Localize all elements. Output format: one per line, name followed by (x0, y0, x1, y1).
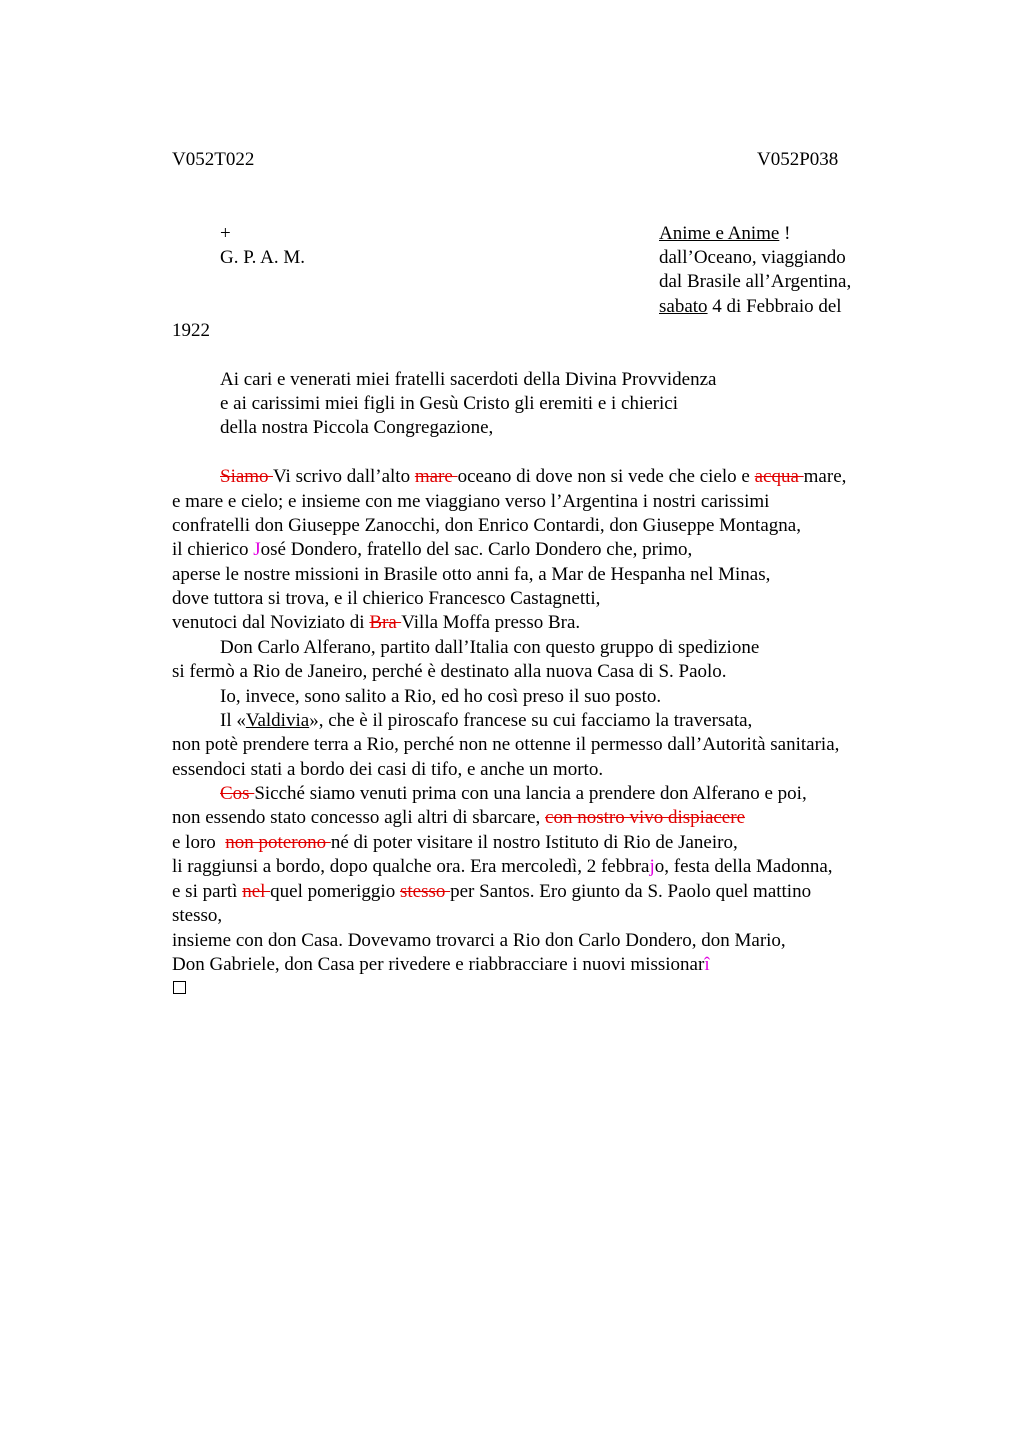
address-line: della nostra Piccola Congregazione, (220, 417, 494, 438)
deleted-text: mare (414, 466, 458, 487)
cross-mark: + (220, 223, 231, 244)
body-line: Cos Sicché siamo venuti prima con una lancia a prendere don Alferano e poi, (220, 783, 807, 804)
date-rest: 4 di Febbraio del (707, 296, 842, 317)
initials-gpam: G. P. A. M. (220, 247, 305, 268)
body-line: essendoci stati a bordo dei casi di tifo, e anche un morto. (172, 759, 604, 780)
inserted-letter: î (704, 954, 710, 975)
document-code-left: V052T022 (172, 149, 255, 170)
letter-title-text: Anime e Anime (659, 223, 780, 244)
body-line: aperse le nostre missioni in Brasile otto anni fa, a Mar de Hespanha nel Minas, (172, 564, 771, 585)
deleted-text: Cos (220, 783, 255, 804)
body-line: Don Carlo Alferano, partito dall’Italia con questo gruppo di spedizione (220, 637, 760, 658)
body-line: li raggiunsi a bordo, dopo qualche ora. Era mercoledì, 2 febbrajo, festa della Madonna, (172, 856, 833, 877)
deleted-text: Bra (369, 612, 402, 633)
body-line: dove tuttora si trova, e il chierico Francesco Castagnetti, (172, 588, 601, 609)
date-year: 1922 (172, 320, 210, 341)
body-line: Il «Valdivia», che è il piroscafo francese su cui facciamo la traversata, (220, 710, 753, 731)
address-line: Ai cari e venerati miei fratelli sacerdoti della Divina Provvidenza (220, 369, 717, 390)
body-line: il chierico José Dondero, fratello del sac. Carlo Dondero che, primo, (172, 539, 693, 560)
body-line: e mare e cielo; e insieme con me viaggiano verso l’Argentina i nostri carissimi (172, 491, 770, 512)
date-line (659, 295, 842, 319)
letter-title-excl: ! (784, 223, 791, 244)
letter-title (659, 222, 790, 246)
body-line: e loro non poterono né di poter visitare il nostro Istituto di Rio de Janeiro, (172, 832, 738, 853)
body-line: venutoci dal Noviziato di Bra Villa Moffa presso Bra. (172, 612, 581, 633)
address-line: e ai carissimi miei figli in Gesù Cristo gli eremiti e i chierici (220, 393, 678, 414)
inserted-letter: J (253, 539, 261, 560)
deleted-text: nel (242, 881, 271, 902)
ship-name: Valdivia (245, 710, 310, 731)
body-line: Don Gabriele, don Casa per rivedere e riabbracciare i nuovi missionarî (172, 954, 710, 975)
deleted-text: con nostro vivo dispiacere (545, 807, 746, 828)
body-line: stesso, (172, 905, 223, 926)
deleted-text: non poterono (225, 832, 331, 853)
body-line: si fermò a Rio de Janeiro, perché è destinato alla nuova Casa di S. Paolo. (172, 661, 727, 682)
body-line: Io, invece, sono salito a Rio, ed ho così preso il suo posto. (220, 686, 662, 707)
inserted-letter: j (649, 856, 655, 877)
body-line: non potè prendere terra a Rio, perché non ne ottenne il permesso dall’Autorità sanitaria, (172, 734, 840, 755)
deleted-text: stesso (399, 881, 451, 902)
place-line-1: dall’Oceano, viaggiando (659, 247, 846, 268)
document-code-right: V052P038 (757, 149, 839, 170)
date-weekday: sabato (659, 296, 708, 317)
deleted-text: Siamo (220, 466, 273, 487)
body-line: non essendo stato concesso agli altri di sbarcare, con nostro vivo dispiacere (172, 807, 746, 828)
body-line: e si partì nel quel pomeriggio stesso per Santos. Ero giunto da S. Paolo quel mattino (172, 881, 812, 902)
body-line: Siamo Vi scrivo dall’alto mare oceano di dove non si vede che cielo e acqua mare, (220, 466, 847, 487)
place-line-2: dal Brasile all’Argentina, (659, 271, 852, 292)
deleted-text: acqua (754, 466, 804, 487)
body-line: confratelli don Giuseppe Zanocchi, don Enrico Contardi, don Giuseppe Montagna, (172, 515, 801, 536)
missing-glyph-box-icon (173, 981, 186, 994)
body-line: insieme con don Casa. Dovevamo trovarci a Rio don Carlo Dondero, don Mario, (172, 930, 786, 951)
